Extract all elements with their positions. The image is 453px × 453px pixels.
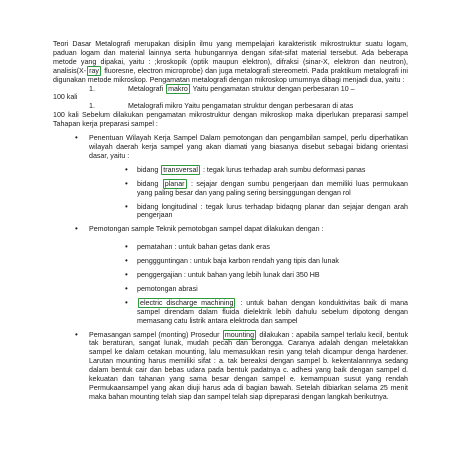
intro-paragraph: Teori Dasar Metalografi merupakan disiplin ilmu yang mempelajari karakteristik mikrostruktur suatu logam, paduan logam dan material lainnya serta hubungannya dengan sifat-sifat material tersebut. Ada beberapa metode yang dipakai, yaitu : ;kroskopik (optik maupun elektron), difraksi (sinar-X, elektron dan neutron), analisis(X- ray fluoresne, electron microprobe) dan juga metalografi stereometri. Pada praktikum metalografi ini digunakan metode mikroskop. Pengamatan metalografi dengan mikroskop umumnya dibagi menjadi dua, yaitu :	[53, 40, 408, 84]
bullet-pemotongan: • Pemotongan sample Teknik pemotobgan sampel dapat dilakukan dengan :	[53, 225, 408, 234]
list-item-mikro: 1. Metalografi mikro Yaitu pengamatan struktur dengan perbesaran di atas	[89, 102, 354, 111]
bullet-pematahan: • pematahan : untuk bahan getas dank eras	[53, 243, 408, 252]
highlight-edm: electric discharge machining	[140, 298, 234, 307]
list-item-makro: 1. Metalografi makro Yaitu pengamatan struktur dengan perbesaran 10 –	[89, 84, 355, 93]
bullet-pengguntingan: • penggguntingan : untuk baja karbon rendah yang tipis dan lunak	[53, 257, 408, 266]
bullet-planar: • bidang planar : sejajar dengan sumbu pengerjaan dan memiliki luas permukaan yang paling besar dan yang paling sering bersinggungan dengan rol	[53, 180, 408, 198]
highlight-transversal: transversal	[163, 165, 198, 174]
bullet-pemasangan: • Pemasangan sampel (monting) Prosedur mounting dilakukan : apabila sampel terlalu kecil, bentuk tak beraturan, sangat lunak, mudah pecah dan berongga. Caranya adalah dengan meletakkan sampel ke dalam cetakan mounting, lalu memasukkan resin yang telah dicampur denga hardener. Larutan mounting harus memiliki sifat : a. tak bereaksi dengan sampel b. kekentalannnya sedang dalam bentuk cair dan bebas udara pada bentuk padatnya c. adhesi yang baik dengan sampel d. kekuatan dan tahanan yang sama besar dengan sampel e. kemampuan susut yang rendah Permukaansampel yang akan diuji harus ada di bagian bawah. Setelah dibiarkan selama 25 menit maka bahan mounting telah siap dan sampel telah siap dipreparasi dengan langkah berikutnya.	[53, 331, 408, 402]
bullet-penentuan: • Penentuan Wilayah Kerja Sampel Dalam pemotongan dan pengambilan sampel, perlu diperhatikan wilayah daerah kerja sampel yang akan diamati yang biasanya disebut sebagai bidang orientasi dasar, yaitu :	[53, 134, 408, 161]
bullet-transversal: • bidang transversal : tegak lurus terhadap arah sumbu deformasi panas	[53, 166, 408, 175]
highlight-makro: makro	[168, 84, 188, 93]
list-item-mikro-cont: 100 kali Sebelum dilakukan pengamatan mikrostruktur dengan mikroskop maka diperlukan preparasi sampel Tahapan kerja preparasi sampel :	[53, 111, 408, 129]
bullet-edm: • electric discharge machining : untuk bahan dengan konduktivitas baik di mana sampel direndam dalam fluida dielektrik lebih dahulu sebelum dipotong dengan memasang catu listrik antara elektroda dan sampel	[53, 299, 408, 326]
document-page	[53, 40, 408, 402]
highlight-planar: planar	[164, 179, 185, 188]
highlight-mounting: mounting	[224, 330, 255, 339]
highlight-ray: ray	[89, 66, 99, 75]
bullet-abrasi: • pemotongan abrasi	[53, 285, 408, 294]
list-item-makro-cont: 100 kali	[53, 93, 78, 102]
bullet-penggergajian: • penggergajian : untuk bahan yang lebih lunak dari 350 HB	[53, 271, 408, 280]
bullet-longitudinal: • bidang longitudinal : tegak lurus terhadap bidaqng planar dan sejajar dengan arah pengerjaan	[53, 203, 408, 221]
